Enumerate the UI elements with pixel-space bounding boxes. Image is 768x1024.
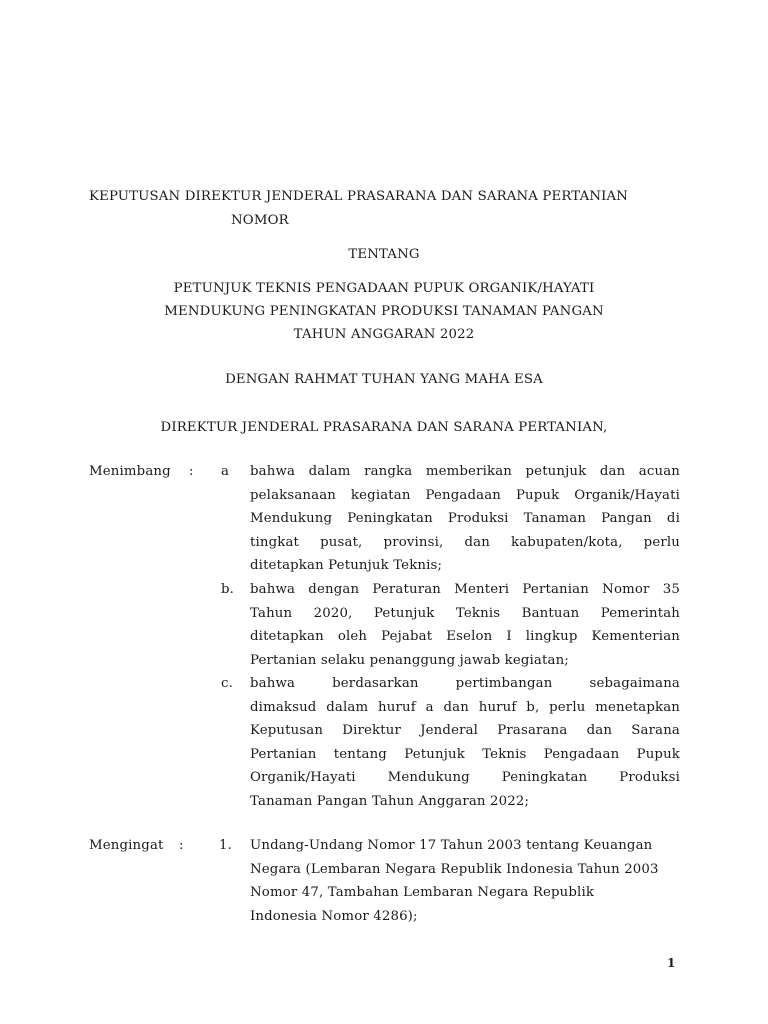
text-line: bahwa dengan Peraturan Menteri Pertanian Nomor 35: [250, 582, 680, 597]
authority-line: DIREKTUR JENDERAL PRASARANA DAN SARANA PERTANIAN,: [160, 420, 608, 435]
menimbang-item-b: [250, 578, 680, 672]
text-line: pelaksanaan kegiatan Pengadaan Pupuk Organik/Hayati: [250, 487, 680, 503]
decree-number-label: NOMOR: [231, 213, 289, 228]
text-line: ditetapkan Petunjuk Teknis;: [250, 558, 443, 574]
menimbang-item-c: [250, 672, 680, 814]
item-marker: b.: [221, 582, 235, 597]
text-line: Tanaman Pangan Tahun Anggaran 2022;: [250, 793, 530, 809]
text-line: Pertanian tentang Petunjuk Teknis Pengadaan Pupuk: [250, 746, 680, 762]
decree-title: KEPUTUSAN DIREKTUR JENDERAL PRASARANA DAN SARANA PERTANIAN: [89, 189, 629, 204]
text-line: Keputusan Direktur Jenderal Prasarana dan Sarana: [250, 723, 680, 739]
subject-line: MENDUKUNG PENINGKATAN PRODUKSI TANAMAN PANGAN: [164, 304, 604, 319]
mengingat-colon: :: [179, 838, 184, 853]
text-line: Organik/Hayati Mendukung Peningkatan Produksi: [250, 770, 680, 786]
text-line: Tahun 2020, Petunjuk Teknis Bantuan Pemerintah: [250, 605, 680, 621]
text-line: ditetapkan oleh Pejabat Eselon I lingkup Kementerian: [250, 629, 680, 645]
page-number: 1: [667, 956, 676, 970]
text-line: dimaksud dalam huruf a dan huruf b, perlu menetapkan: [250, 699, 680, 715]
item-marker: c.: [221, 676, 233, 691]
menimbang-item-a: [250, 460, 680, 578]
text-line: Indonesia Nomor 4286);: [250, 908, 418, 924]
item-marker: a: [221, 464, 230, 479]
menimbang-label: Menimbang: [89, 464, 171, 479]
item-marker: 1.: [219, 838, 232, 853]
text-line: tingkat pusat, provinsi, dan kabupaten/kota, perlu: [250, 534, 680, 550]
text-line: bahwa dalam rangka memberikan petunjuk dan acuan: [250, 464, 680, 479]
text-line: bahwa berdasarkan pertimbangan sebagaimana: [250, 676, 680, 691]
text-line: Mendukung Peningkatan Produksi Tanaman Pangan di: [250, 511, 680, 527]
mengingat-item-1: [250, 834, 684, 928]
text-line: Pertanian selaku penanggung jawab kegiatan;: [250, 652, 569, 668]
text-line: Nomor 47, Tambahan Lembaran Negara Republik: [250, 885, 595, 901]
text-line: Undang-Undang Nomor 17 Tahun 2003 tentang Keuangan: [250, 838, 653, 853]
mengingat-label: Mengingat: [89, 838, 164, 853]
subject-line: PETUNJUK TEKNIS PENGADAAN PUPUK ORGANIK/HAYATI: [173, 281, 595, 296]
text-line: Negara (Lembaran Negara Republik Indonesia Tahun 2003: [250, 861, 659, 877]
subject-line: TAHUN ANGGARAN 2022: [293, 327, 475, 342]
about-heading: TENTANG: [348, 247, 420, 262]
menimbang-colon: :: [189, 464, 194, 479]
invocation: DENGAN RAHMAT TUHAN YANG MAHA ESA: [225, 372, 543, 387]
